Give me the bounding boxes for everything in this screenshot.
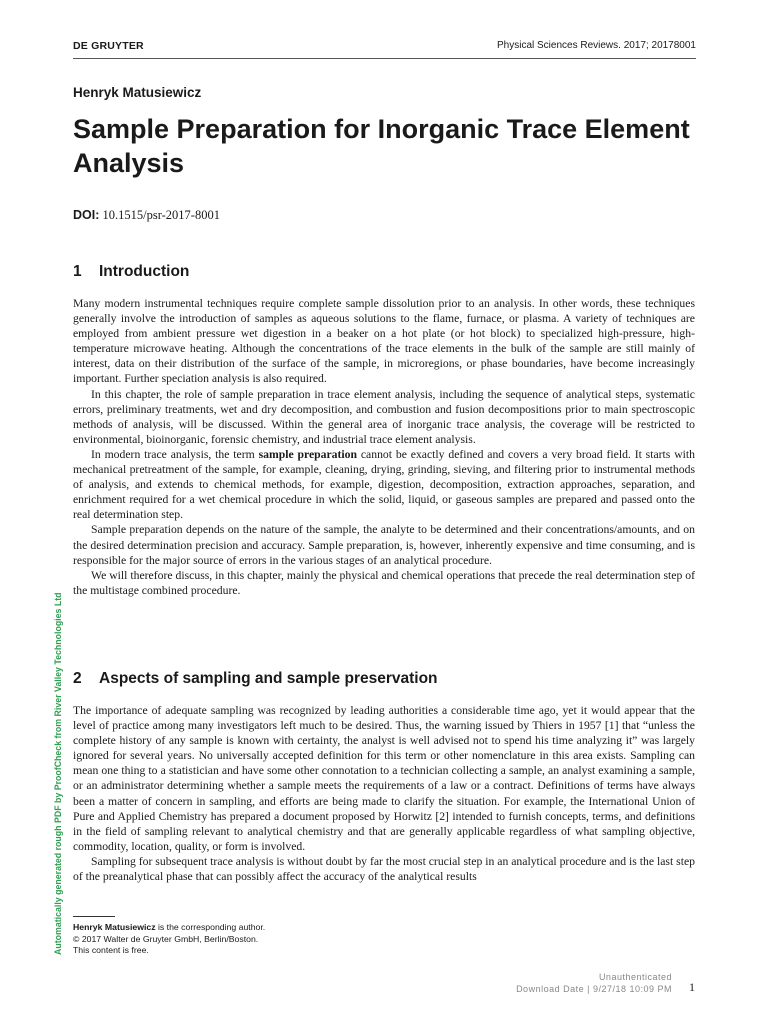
authentication-status: Unauthenticated	[598, 972, 672, 982]
footnote-free-note: This content is free.	[73, 945, 149, 955]
section-body-introduction	[73, 296, 695, 598]
section-number: 2	[73, 670, 82, 687]
paragraph: We will therefore discuss, in this chapter, mainly the physical and chemical operations that precede the real determination step of the multistage combined procedure.	[73, 568, 695, 597]
section-heading-introduction	[73, 263, 189, 281]
section-number: 1	[73, 263, 82, 280]
paragraph: Sample preparation depends on the nature of the sample, the analyte to be determined and their concentrations/amounts, and on the desired determination precision and accuracy. Sample preparation, is, however, inherently expensive and time consuming, and is responsible for the major source of errors in the various stages of an analytical procedure.	[73, 523, 695, 567]
footnote-author	[73, 922, 265, 934]
footnote-author-note: is the corresponding author.	[155, 922, 266, 932]
doi-label: DOI:	[73, 208, 100, 222]
section-title: Aspects of sampling and sample preservation	[99, 670, 438, 687]
doi-value[interactable]: 10.1515/psr-2017-8001	[99, 208, 220, 222]
section-title: Introduction	[99, 263, 190, 280]
section-heading-sampling	[73, 670, 438, 688]
section-body-sampling	[73, 703, 695, 884]
page-number: 1	[689, 980, 695, 994]
footnote-author-name: Henryk Matusiewicz	[73, 922, 156, 932]
author-name: Henryk Matusiewicz	[73, 85, 202, 100]
journal-reference: Physical Sciences Reviews. 2017; 20178001	[496, 40, 696, 51]
defined-term: sample preparation	[258, 447, 358, 461]
paragraph: The importance of adequate sampling was recognized by leading authorities a considerable time ago, yet it would appear that the level of practice among many investigators left much to be desired. Thus, the warning issued by Thiers in 1957 [1] that “unless the complete history of any sample is known with certainty, the analyst is well advised not to spend his time analyzing it” was largely ignored for several years. No universally accepted definition for this term or other nomenclature in this area exists. Sampling can mean one thing to a statistician and have some other connotation to a technician collecting a sample, an analyst examining a sample, or an administrator determining whether a sample meets the requirements of a law or a contract. Definitions of terms have always been a matter of concern in sampling, and efforts are being made to clarify the situation. For example, the International Union of Pure and Applied Chemistry has prepared a document proposed by Horwitz [2] intended to furnish concepts, terms, and definitions in the field of sampling relevant to analytical chemistry and that are generally applicable regardless of what sampling objective, commodity, location, quality, or form is involved.	[73, 704, 695, 853]
footnotes	[73, 922, 265, 957]
publisher-logo: DE GRUYTER	[73, 40, 144, 52]
paragraph	[73, 447, 695, 522]
paragraph: Sampling for subsequent trace analysis is without doubt by far the most crucial step in an analytical procedure and is the last step of the preanalytical phase that can possibly affect the accuracy of the analytical results	[73, 854, 695, 884]
download-date: Download Date | 9/27/18 10:09 PM	[516, 984, 672, 994]
paragraph: In this chapter, the role of sample preparation in trace element analysis, including the sequence of analytical steps, systematic errors, preliminary treatments, wet and dry decomposition, and combustion and fusion decompositions prior to main spectroscopic methods of analysis, will be discussed. Within the general area of inorganic trace analysis, the coverage will be restricted to environmental, bioinorganic, forensic chemistry, and industrial trace element analysis.	[73, 387, 695, 446]
article-title: Sample Preparation for Inorganic Trace Element Analysis	[73, 114, 690, 178]
paragraph-text: In modern trace analysis, the term	[91, 447, 259, 461]
proof-sidebar-text: Automatically generated rough PDF by ProofCheck from River Valley Technologies Ltd	[53, 592, 63, 955]
footnote-divider	[73, 916, 115, 917]
doi-line	[73, 208, 220, 223]
header-divider	[73, 58, 696, 59]
paragraph: Many modern instrumental techniques require complete sample dissolution prior to an analysis. In other words, these techniques generally involve the introduction of samples as aqueous solutions to the flame, furnace, or plasma. A variety of techniques are employed from ambient pressure wet digestion in a beaker on a hot plate (or hot block) to specialized high-pressure, high-temperature microwave heating. Although the concentrations of the trace elements in the bulk of the sample are still mainly of interest, data on their distribution of the surface of the sample, in microregions, or phase boundaries, have become increasingly important. Further speciation analysis is also required.	[73, 297, 695, 386]
footnote-copyright: © 2017 Walter de Gruyter GmbH, Berlin/Boston.	[73, 933, 259, 944]
paragraph-text: cannot be exactly defined and covers a very broad field. It starts with mechanical pretreatment of the sample, for example, cleaning, drying, grinding, sieving, and filtering prior to instrumental methods of analysis, and extends to chemical methods, for example, digestion, decomposition, extraction approaches, separation, and enrichment required for a wet chemical procedure in which the solid, liquid, or gaseous samples are prepared and passed onto the real determination step.	[73, 447, 695, 522]
